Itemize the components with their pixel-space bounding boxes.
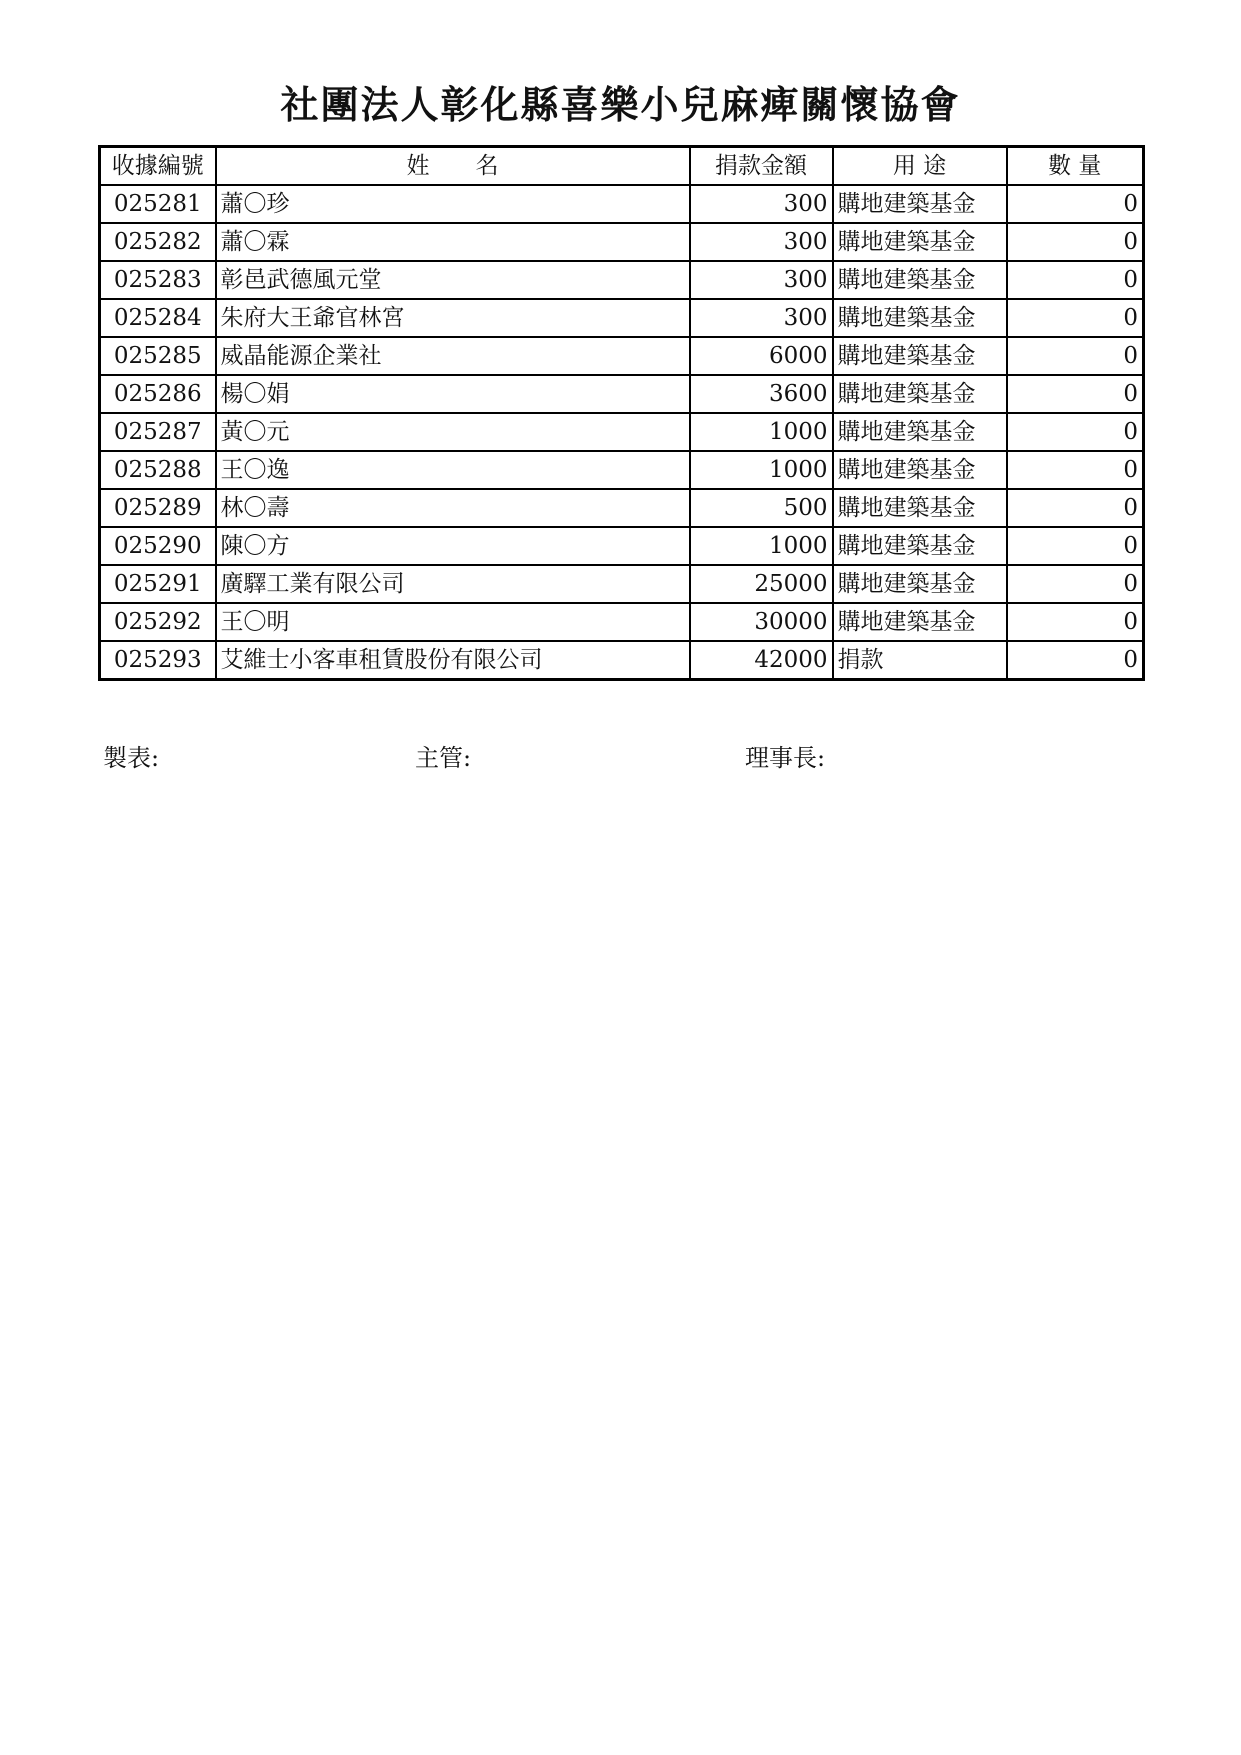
purpose-cell: 購地建築基金	[833, 185, 1007, 223]
amount-cell: 300	[690, 261, 833, 299]
purpose-cell: 購地建築基金	[833, 223, 1007, 261]
table-row	[100, 261, 1144, 299]
amount-cell: 300	[690, 299, 833, 337]
receipt-no-cell: 025291	[100, 565, 216, 603]
purpose-cell: 購地建築基金	[833, 565, 1007, 603]
chairman-signature-label: 理事長:	[745, 744, 826, 772]
receipt-no-cell: 025284	[100, 299, 216, 337]
amount-cell: 6000	[690, 337, 833, 375]
page-title: 社團法人彰化縣喜樂小兒麻痺關懷協會	[280, 83, 961, 127]
quantity-cell: 0	[1007, 527, 1144, 565]
receipt-no-cell: 025283	[100, 261, 216, 299]
receipt-no-cell: 025287	[100, 413, 216, 451]
donor-name-cell: 王〇明	[216, 603, 690, 641]
donation-table	[98, 145, 1145, 681]
table-row	[100, 413, 1144, 451]
receipt-no-cell: 025285	[100, 337, 216, 375]
quantity-cell: 0	[1007, 413, 1144, 451]
supervisor-signature-label: 主管:	[415, 744, 472, 772]
purpose-cell: 購地建築基金	[833, 527, 1007, 565]
purpose-cell: 捐款	[833, 641, 1007, 680]
amount-cell: 1000	[690, 527, 833, 565]
receipt-no-cell: 025292	[100, 603, 216, 641]
quantity-cell: 0	[1007, 185, 1144, 223]
donor-name-cell: 廣驛工業有限公司	[216, 565, 690, 603]
receipt-no-cell: 025281	[100, 185, 216, 223]
receipt-no-cell: 025290	[100, 527, 216, 565]
amount-cell: 30000	[690, 603, 833, 641]
receipt-no-cell: 025282	[100, 223, 216, 261]
table-body	[100, 185, 1144, 680]
purpose-cell: 購地建築基金	[833, 299, 1007, 337]
quantity-cell: 0	[1007, 299, 1144, 337]
purpose-cell: 購地建築基金	[833, 375, 1007, 413]
donor-name-cell: 黃〇元	[216, 413, 690, 451]
donor-name-cell: 陳〇方	[216, 527, 690, 565]
quantity-cell: 0	[1007, 337, 1144, 375]
amount-cell: 25000	[690, 565, 833, 603]
receipt-no-cell: 025288	[100, 451, 216, 489]
receipt-no-cell: 025293	[100, 641, 216, 680]
quantity-cell: 0	[1007, 603, 1144, 641]
header-name: 姓 名	[216, 147, 690, 186]
table-header-row	[100, 147, 1144, 186]
donor-name-cell: 彰邑武德風元堂	[216, 261, 690, 299]
purpose-cell: 購地建築基金	[833, 603, 1007, 641]
donor-name-cell: 朱府大王爺官林宮	[216, 299, 690, 337]
purpose-cell: 購地建築基金	[833, 489, 1007, 527]
donor-name-cell: 蕭〇珍	[216, 185, 690, 223]
donor-name-cell: 蕭〇霖	[216, 223, 690, 261]
donor-name-cell: 林〇壽	[216, 489, 690, 527]
purpose-cell: 購地建築基金	[833, 261, 1007, 299]
table-row	[100, 451, 1144, 489]
table-row	[100, 223, 1144, 261]
donor-name-cell: 艾維士小客車租賃股份有限公司	[216, 641, 690, 680]
header-receipt-no: 收據編號	[100, 147, 216, 186]
table-row	[100, 185, 1144, 223]
header-purpose: 用 途	[833, 147, 1007, 186]
quantity-cell: 0	[1007, 565, 1144, 603]
quantity-cell: 0	[1007, 261, 1144, 299]
maker-signature-label: 製表:	[103, 744, 160, 772]
amount-cell: 300	[690, 185, 833, 223]
header-quantity: 數 量	[1007, 147, 1144, 186]
receipt-no-cell: 025289	[100, 489, 216, 527]
table-row	[100, 375, 1144, 413]
table-row	[100, 641, 1144, 680]
amount-cell: 500	[690, 489, 833, 527]
purpose-cell: 購地建築基金	[833, 337, 1007, 375]
table-row	[100, 299, 1144, 337]
table-row	[100, 527, 1144, 565]
quantity-cell: 0	[1007, 451, 1144, 489]
table-row	[100, 603, 1144, 641]
receipt-no-cell: 025286	[100, 375, 216, 413]
amount-cell: 3600	[690, 375, 833, 413]
amount-cell: 300	[690, 223, 833, 261]
donor-name-cell: 楊〇娟	[216, 375, 690, 413]
quantity-cell: 0	[1007, 641, 1144, 680]
purpose-cell: 購地建築基金	[833, 413, 1007, 451]
quantity-cell: 0	[1007, 489, 1144, 527]
donor-name-cell: 王〇逸	[216, 451, 690, 489]
table-row	[100, 489, 1144, 527]
amount-cell: 1000	[690, 451, 833, 489]
amount-cell: 42000	[690, 641, 833, 680]
quantity-cell: 0	[1007, 375, 1144, 413]
table-row	[100, 337, 1144, 375]
amount-cell: 1000	[690, 413, 833, 451]
header-amount: 捐款金額	[690, 147, 833, 186]
purpose-cell: 購地建築基金	[833, 451, 1007, 489]
quantity-cell: 0	[1007, 223, 1144, 261]
table-row	[100, 565, 1144, 603]
donor-name-cell: 威晶能源企業社	[216, 337, 690, 375]
